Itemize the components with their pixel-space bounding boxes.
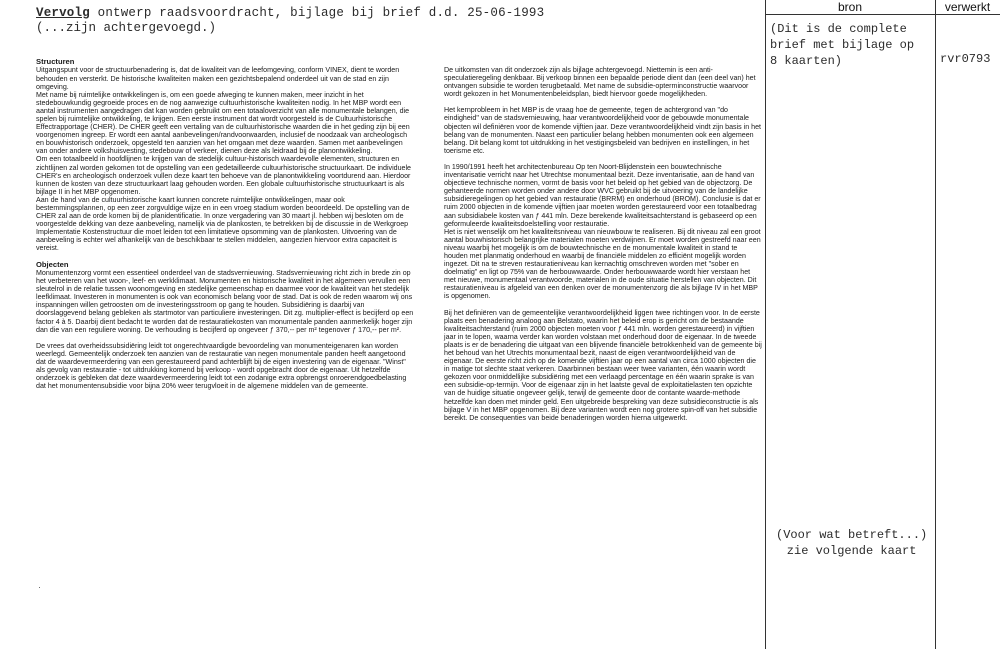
column-divider-bron xyxy=(765,0,766,649)
paragraph: De uitkomsten van dit onderzoek zijn als bijlage achtergevoegd. Niettemin is een anti-speculatieregeling denkbaar. Bij verkoop binnen een bepaalde periode dient dan (een deel van) het ontvangen subsidie te worden terugbetaald. Met name de subsidie-opterminconstructie waarvoor wordt gekozen in het Monumentenbeleidsplan, biedt hiervoor goede mogelijkheden. xyxy=(444,66,756,99)
section-heading-objecten: Objecten xyxy=(36,259,69,269)
column-header-bron: bron xyxy=(837,0,863,14)
column-divider-verwerkt xyxy=(935,0,936,649)
paragraph: Het kernprobleem in het MBP is de vraag hoe de gemeente, tegen de achtergrond van "do eindigheid" van de stadsvernieuwing, haar verantwoordelijkheid voor de gebouwde monumentale objecten wil definiëren voor de komende vijftien jaar. Deze verantwoordelijkheid vindt zijn basis in het belang van de monumenten. Naast een particulier belang hebben monumenten ook een algemeen belang. Dit belang komt tot uitdrukking in het vestigingsbeleid van bedrijven en instellingen, in het toerisme etc. xyxy=(444,106,762,155)
paragraph: Aan de hand van de cultuurhistorische kaart kunnen concrete ruimtelijke ontwikkelingen, maar ook bestemmingsplannen, op een zeer zorgvuldige wijze en in een vroeg stadium worden beoordeeld. De opstelling van de CHER zal aan de orde komen bij de planidentificatie. In onze vergadering van 30 maart jl. hebben wij besloten om de voorgestelde dekking van deze aanbeveling, namelijk via de plankosten, te betrekken bij de discussie in de Werkgroep Implementatie Kostenstructuur die moet leiden tot een limitatieve opsomming van de plankosten. Uitvoering van de aanbeveling is echter wel afhankelijk van de beschikbaar te stellen middelen, aangezien hiervoor extra capaciteit is vereist. xyxy=(36,195,410,253)
left-column xyxy=(36,58,414,398)
header-subtitle: (...zijn achtergevoegd.) xyxy=(36,21,217,35)
header-vervolg: Vervolg xyxy=(36,6,90,20)
paragraph: Met name bij ruimtelijke ontwikkelingen is, om een goede afweging te kunnen maken, meer inzicht in het stedebouwkundig gegroeide proces en de nog aanwezige cultuurhistorische kwaliteiten nodig. In het MBP wordt een aantal instrumenten aangedragen dat kan worden gebruikt om een totaaloverzicht van alle monumentale belangen, die spelen bij ruimtelijke ontwikkeling, te krijgen. Een eerste instrument dat wordt voorgesteld is de Cultuurhistorische Effectrapportage (CHER). De CHER geeft een vertaling van de cultuurhistorische waarden die in het geding zijn bij een voorgenomen ingreep. Er wordt een aantal aanbevelingen/randvoorwaarden, inclusief de noodzaak van archeologisch en bouwhistorisch onderzoek, opgesteld ten aanzien van het omgaan met deze waarden. Samen met aanbevelingen van onder andere volkshuisvesting, stedebouw of verkeer, dienen deze als leidraad bij de planontwikkeling. xyxy=(36,90,410,156)
right-column xyxy=(444,66,762,430)
paragraph: Uitgangspunt voor de structuurbenadering is, dat de kwaliteit van de leefomgeving, conform VINEX, dient te worden behouden en versterkt. De historische kwaliteiten maken een gezichtsbepalend onderdeel uit van de stad en zijn omgeving. xyxy=(36,66,400,91)
section-heading-structuren: Structuren xyxy=(36,57,75,66)
scan-mark: · xyxy=(38,582,41,592)
verwerkt-code: rvr0793 xyxy=(940,52,991,66)
paragraph: In 1990/1991 heeft het architectenbureau Op ten Noort-Blijdenstein een bouwtechnische inventarisatie verricht naar het Utrechtse monumentaal bezit. Deze inventarisatie, aan de hand van objectieve technische normen, vormt de basis voor het beleid op het gebied van de objectzorg. De gehanteerde normen worden onder andere door WVC gebruikt bij de uitvoering van de landelijke subsidieregelingen op het gebied van restauratie (BRRM) en onderhoud (BROM). Conclusie is dat er ruim 2000 objecten in de komende vijftien jaar moeten worden gerestaureerd voor een totaalbedrag aan subsidiabele kosten van ƒ 441 mln. Deze berekende kwaliteitsachterstand is gebaseerd op een geformuleerde kwaliteitsdoelstelling voor restauratie. xyxy=(444,162,761,228)
header-title-rest: ontwerp raadsvoordracht, bijlage bij brief d.d. 25-06-1993 xyxy=(89,6,545,20)
paragraph: Bij het definiëren van de gemeentelijke verantwoordelijkheid liggen twee richtingen voor. In de eerste plaats een benadering analoog aan Belstato, waarin het beleid erop is gericht om de bestaande kwaliteitsachterstand (ruim 2000 objecten moeten voor ƒ 441 mln. worden gerestaureerd) in vijftien jaar in te lopen, waarna verder kan worden volstaan met onderhoud door de eigenaar. In de tweede plaats is er de benadering die uitgaat van een blijvende financiële betrokkenheid van de gemeente bij het behoud van het Utrechts monumentaal bezit, naast de eigen verantwoordelijkheid van de eigenaar. De eerste richt zich op de komende vijftien jaar op een aantal van circa 1000 objecten die in matige tot slechte staat verkeren. Daarbinnen bestaan weer twee varianten, één waarin wordt gekozen voor onmiddellijke subsidiëring met een verlaagd percentage en één waarin sprake is van een subsidie-op-termijn. Voor de eigenaar zijn in het laatste geval de exploitatielasten ten opzichte van de huidige situatie ongeveer gelijk, terwijl de gemeente door de contante waarde-methode hetzelfde kan doen met minder geld. Een uitgebreide bespreking van deze subsidieconstructie is als bijlage V in het MBP opgenomen. Bij deze varianten wordt een nog grotere spin-off van het subsidie bereikt. De consequenties van beide benaderingen worden hierna uitgewerkt. xyxy=(444,308,762,422)
bron-note: (Dit is de complete brief met bijlage op 8 kaarten) xyxy=(770,22,915,68)
paragraph: Om een totaalbeeld in hoofdlijnen te krijgen van de stedelijk cultuur-historisch waardevolle elementen, structuren en zichtlijnen zal worden gekomen tot de opstelling van een gedetailleerde cultuurhistorische structuurkaart. De individuele CHER's en archeologisch onderzoek vullen deze kaart ten behoeve van de planontwikkeling voortdurend aan. Hierdoor kunnen de kosten van deze structuurkaart laag gehouden worden. Een globale cultuurhistorische structuurkaart is als bijlage II in het MBP opgenomen. xyxy=(36,155,412,196)
paragraph: Monumentenzorg vormt een essentieel onderdeel van de stadsvernieuwing. Stadsvernieuwing richt zich in brede zin op het verbeteren van het woon-, leef- en werkklimaat. Monumenten en historische kwaliteit in het algemeen vervullen een sleutelrol in de relatie tussen woonomgeving en stedelijke gemeenschap en daarmee voor de kwaliteit van het stedelijk leefklimaat. Investeren in monumenten is ook van economisch belang voor de stad. Dat is ook de reden waarom wij ons inspanningen willen getroosten om de investeringsstroom op gang te houden. Subsidiëring is daarbij van doorslaggevend belang gebleken als startmotor van particuliere investeringen. Dit zg. multiplier-effect is becijferd op een factor 4 à 5. Daarbij dient bedacht te worden dat de restauratiekosten van monumentale panden aanmerkelijk hoger zijn dan die van een reguliere woning. De verhouding is becijferd op ongeveer ƒ 370,-- per m² tegenover ƒ 170,-- per m². xyxy=(36,268,414,334)
column-header-verwerkt: verwerkt xyxy=(944,0,991,14)
header-rule xyxy=(765,14,1000,15)
paragraph: Het is niet wenselijk om het kwaliteitsniveau van nieuwbouw te realiseren. Bij dit niveau zal een groot aantal bouwhistorisch belangrijke materialen moeten verdwijnen. Er moet worden gestreefd naar een niveau waarbij het mogelijk is om de bouwtechnische en de monumentale kwaliteit in stand te houden met planmatig onderhoud en waarbij de financiële middelen zo efficiënt mogelijk worden ingezet. Dit na te streven restauratieniveau kan kernachtig omschreven worden met "sober en doelmatig" en ligt op 75% van de herbouwwaarde. Onder herbouwwaarde wordt hier verstaan het met nieuwe, monumentaal verantwoorde, materialen in de oude situatie herstellen van objecten. Dit restauratieniveau is afgeleid van een denken over de monumentenzorg die als bijlage IV in het MBP is opgenomen. xyxy=(444,227,761,301)
continuation-note: (Voor wat betreft...) zie volgende kaart xyxy=(776,528,928,558)
paragraph: De vrees dat overheidssubsidiëring leidt tot ongerechtvaardigde bevoordeling van monumenteigenaren kan worden weerlegd. Gemeentelijk onderzoek ten aanzien van de restauratie van negen monumentale panden heeft aangetoond dat de waardevermeerdering van een gerestaureerd pand achterblijft bij de eigen investering van de eigenaar. "Winst" als gevolg van restauratie - tot uitdrukking komend bij verkoop - wordt opgebracht door de eigenaar. Uit hetzelfde onderzoek is gebleken dat deze waardevermeerdering leidt tot een zodanige extra opbrengst onroerendgoedbelasting dat het monumentensubsidie voor bijna 20% weer terugvloeit in de algemene middelen van de gemeente. xyxy=(36,341,407,391)
header-title xyxy=(36,6,544,20)
